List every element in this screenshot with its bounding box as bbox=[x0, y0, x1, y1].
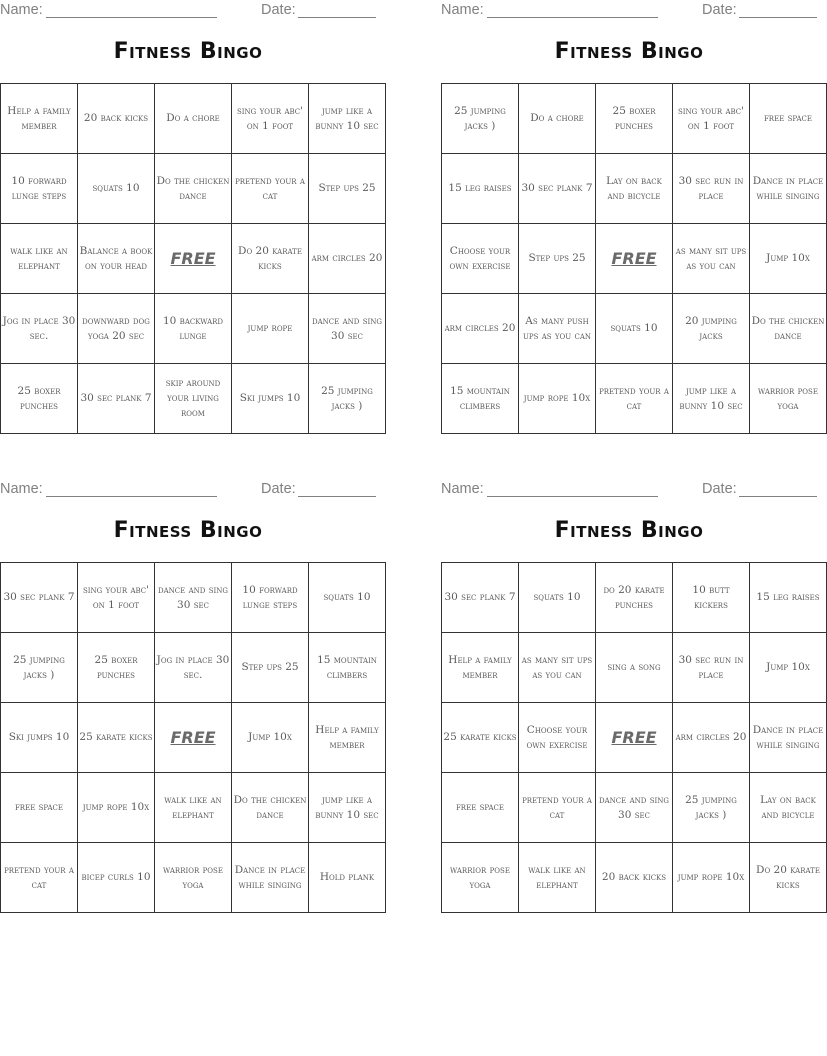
bingo-square: Step ups 25 bbox=[309, 154, 386, 224]
bingo-square: sing your abc' on 1 foot bbox=[673, 84, 750, 154]
bingo-square: jump rope bbox=[232, 294, 309, 364]
bingo-row bbox=[442, 703, 827, 773]
bingo-square: skip around your living room bbox=[155, 364, 232, 434]
bingo-square: 20 jumping jacks bbox=[673, 294, 750, 364]
bingo-square: squats 10 bbox=[596, 294, 673, 364]
bingo-square: jump like a bunny 10 sec bbox=[673, 364, 750, 434]
free-square: FREE bbox=[596, 703, 673, 773]
bingo-row bbox=[442, 224, 827, 294]
bingo-square: 30 sec run in place bbox=[673, 633, 750, 703]
bingo-square: Jump 10x bbox=[750, 633, 827, 703]
bingo-row bbox=[442, 154, 827, 224]
date-blank-line[interactable] bbox=[739, 17, 817, 18]
bingo-square: 25 jumping jacks ) bbox=[1, 633, 78, 703]
bingo-square: 25 karate kicks bbox=[78, 703, 155, 773]
bingo-row bbox=[1, 563, 386, 633]
name-blank-line[interactable] bbox=[487, 496, 658, 497]
bingo-square: 15 leg raises bbox=[750, 563, 827, 633]
bingo-row bbox=[442, 294, 827, 364]
bingo-square: warrior pose yoga bbox=[442, 843, 519, 913]
bingo-square: Dance in place while singing bbox=[750, 703, 827, 773]
bingo-row bbox=[1, 703, 386, 773]
bingo-square: sing your abc' on 1 foot bbox=[232, 84, 309, 154]
bingo-square: Ski jumps 10 bbox=[1, 703, 78, 773]
bingo-square: walk like an elephant bbox=[155, 773, 232, 843]
bingo-square: jump rope 10x bbox=[673, 843, 750, 913]
bingo-square: 15 mountain climbers bbox=[442, 364, 519, 434]
bingo-square: arm circles 20 bbox=[309, 224, 386, 294]
bingo-row bbox=[1, 224, 386, 294]
bingo-square: Lay on back and bicycle bbox=[596, 154, 673, 224]
bingo-square: Jog in place 30 sec. bbox=[155, 633, 232, 703]
bingo-square: bicep curls 10 bbox=[78, 843, 155, 913]
date-label: Date: bbox=[702, 481, 737, 497]
bingo-square: Dance in place while singing bbox=[232, 843, 309, 913]
bingo-square: arm circles 20 bbox=[673, 703, 750, 773]
name-date-row bbox=[441, 481, 817, 499]
name-date-row bbox=[441, 2, 817, 20]
bingo-row bbox=[442, 843, 827, 913]
bingo-square: Help a family member bbox=[1, 84, 78, 154]
bingo-square: Do a chore bbox=[155, 84, 232, 154]
bingo-square: Jump 10x bbox=[750, 224, 827, 294]
bingo-row bbox=[1, 843, 386, 913]
card-title: Fitness Bingo bbox=[554, 39, 704, 64]
bingo-square: 30 sec plank 7 bbox=[442, 563, 519, 633]
bingo-square: 10 backward lunge bbox=[155, 294, 232, 364]
bingo-square: Do the chicken dance bbox=[232, 773, 309, 843]
bingo-square: jump rope 10x bbox=[78, 773, 155, 843]
free-square: FREE bbox=[596, 224, 673, 294]
free-square: FREE bbox=[155, 224, 232, 294]
bingo-square: Jump 10x bbox=[232, 703, 309, 773]
bingo-square: 30 sec plank 7 bbox=[1, 563, 78, 633]
bingo-square: Lay on back and bicycle bbox=[750, 773, 827, 843]
bingo-row bbox=[1, 773, 386, 843]
bingo-square: 30 sec run in place bbox=[673, 154, 750, 224]
date-label: Date: bbox=[261, 2, 296, 18]
bingo-square: 25 jumping jacks ) bbox=[673, 773, 750, 843]
bingo-square: Help a family member bbox=[309, 703, 386, 773]
name-label: Name: bbox=[0, 481, 43, 497]
bingo-grid bbox=[0, 562, 386, 913]
bingo-square: Jog in place 30 sec. bbox=[1, 294, 78, 364]
bingo-square: walk like an elephant bbox=[1, 224, 78, 294]
bingo-square: 10 butt kickers bbox=[673, 563, 750, 633]
name-label: Name: bbox=[441, 2, 484, 18]
bingo-square: pretend your a cat bbox=[1, 843, 78, 913]
bingo-square: dance and sing 30 sec bbox=[596, 773, 673, 843]
bingo-square: 25 jumping jacks ) bbox=[442, 84, 519, 154]
bingo-row bbox=[1, 364, 386, 434]
free-square: FREE bbox=[155, 703, 232, 773]
bingo-square: warrior pose yoga bbox=[155, 843, 232, 913]
bingo-square: Choose your own exercise bbox=[442, 224, 519, 294]
card-title: Fitness Bingo bbox=[113, 518, 263, 543]
bingo-square: 25 boxer punches bbox=[596, 84, 673, 154]
bingo-square: dance and sing 30 sec bbox=[155, 563, 232, 633]
name-blank-line[interactable] bbox=[46, 496, 217, 497]
bingo-square: 15 mountain climbers bbox=[309, 633, 386, 703]
bingo-row bbox=[442, 633, 827, 703]
bingo-square: 30 sec plank 7 bbox=[78, 364, 155, 434]
bingo-square: warrior pose yoga bbox=[750, 364, 827, 434]
bingo-square: pretend your a cat bbox=[519, 773, 596, 843]
bingo-square: 20 back kicks bbox=[78, 84, 155, 154]
bingo-square: 25 karate kicks bbox=[442, 703, 519, 773]
bingo-square: Step ups 25 bbox=[519, 224, 596, 294]
date-label: Date: bbox=[261, 481, 296, 497]
bingo-square: jump like a bunny 10 sec bbox=[309, 773, 386, 843]
bingo-square: free space bbox=[750, 84, 827, 154]
bingo-square: Balance a book on your head bbox=[78, 224, 155, 294]
name-label: Name: bbox=[0, 2, 43, 18]
bingo-grid bbox=[0, 83, 386, 434]
card-title: Fitness Bingo bbox=[113, 39, 263, 64]
date-blank-line[interactable] bbox=[298, 496, 376, 497]
bingo-square: jump rope 10x bbox=[519, 364, 596, 434]
bingo-square: 30 sec plank 7 bbox=[519, 154, 596, 224]
bingo-square: pretend your a cat bbox=[232, 154, 309, 224]
bingo-square: Dance in place while singing bbox=[750, 154, 827, 224]
date-blank-line[interactable] bbox=[739, 496, 817, 497]
bingo-square: As many push ups as you can bbox=[519, 294, 596, 364]
bingo-row bbox=[442, 563, 827, 633]
bingo-square: 25 boxer punches bbox=[78, 633, 155, 703]
bingo-square: pretend your a cat bbox=[596, 364, 673, 434]
bingo-square: downward dog yoga 20 sec bbox=[78, 294, 155, 364]
date-blank-line[interactable] bbox=[298, 17, 376, 18]
bingo-square: arm circles 20 bbox=[442, 294, 519, 364]
bingo-square: Ski jumps 10 bbox=[232, 364, 309, 434]
name-blank-line[interactable] bbox=[46, 17, 217, 18]
bingo-square: free space bbox=[1, 773, 78, 843]
bingo-square: 10 forward lunge steps bbox=[232, 563, 309, 633]
bingo-square: sing a song bbox=[596, 633, 673, 703]
bingo-square: do 20 karate punches bbox=[596, 563, 673, 633]
bingo-square: Help a family member bbox=[442, 633, 519, 703]
bingo-square: Do the chicken dance bbox=[750, 294, 827, 364]
bingo-square: squats 10 bbox=[519, 563, 596, 633]
bingo-row bbox=[1, 294, 386, 364]
bingo-square: jump like a bunny 10 sec bbox=[309, 84, 386, 154]
bingo-square: Hold plank bbox=[309, 843, 386, 913]
bingo-row bbox=[1, 633, 386, 703]
bingo-square: 20 back kicks bbox=[596, 843, 673, 913]
bingo-grid bbox=[441, 83, 827, 434]
bingo-square: 25 jumping jacks ) bbox=[309, 364, 386, 434]
name-date-row bbox=[0, 2, 376, 20]
card-title: Fitness Bingo bbox=[554, 518, 704, 543]
bingo-row bbox=[442, 364, 827, 434]
bingo-square: Step ups 25 bbox=[232, 633, 309, 703]
bingo-square: sing your abc' on 1 foot bbox=[78, 563, 155, 633]
bingo-square: Do 20 karate kicks bbox=[750, 843, 827, 913]
bingo-square: Do 20 karate kicks bbox=[232, 224, 309, 294]
bingo-square: 10 forward lunge steps bbox=[1, 154, 78, 224]
bingo-square: as many sit ups as you can bbox=[673, 224, 750, 294]
bingo-row bbox=[1, 84, 386, 154]
bingo-square: 15 leg raises bbox=[442, 154, 519, 224]
name-label: Name: bbox=[441, 481, 484, 497]
bingo-square: as many sit ups as you can bbox=[519, 633, 596, 703]
bingo-square: Choose your own exercise bbox=[519, 703, 596, 773]
bingo-square: free space bbox=[442, 773, 519, 843]
date-label: Date: bbox=[702, 2, 737, 18]
bingo-row bbox=[442, 84, 827, 154]
bingo-row bbox=[442, 773, 827, 843]
name-blank-line[interactable] bbox=[487, 17, 658, 18]
bingo-square: Do a chore bbox=[519, 84, 596, 154]
bingo-square: squats 10 bbox=[309, 563, 386, 633]
name-date-row bbox=[0, 481, 376, 499]
bingo-grid bbox=[441, 562, 827, 913]
bingo-square: walk like an elephant bbox=[519, 843, 596, 913]
bingo-square: squats 10 bbox=[78, 154, 155, 224]
bingo-row bbox=[1, 154, 386, 224]
bingo-square: dance and sing 30 sec bbox=[309, 294, 386, 364]
bingo-square: 25 boxer punches bbox=[1, 364, 78, 434]
bingo-square: Do the chicken dance bbox=[155, 154, 232, 224]
